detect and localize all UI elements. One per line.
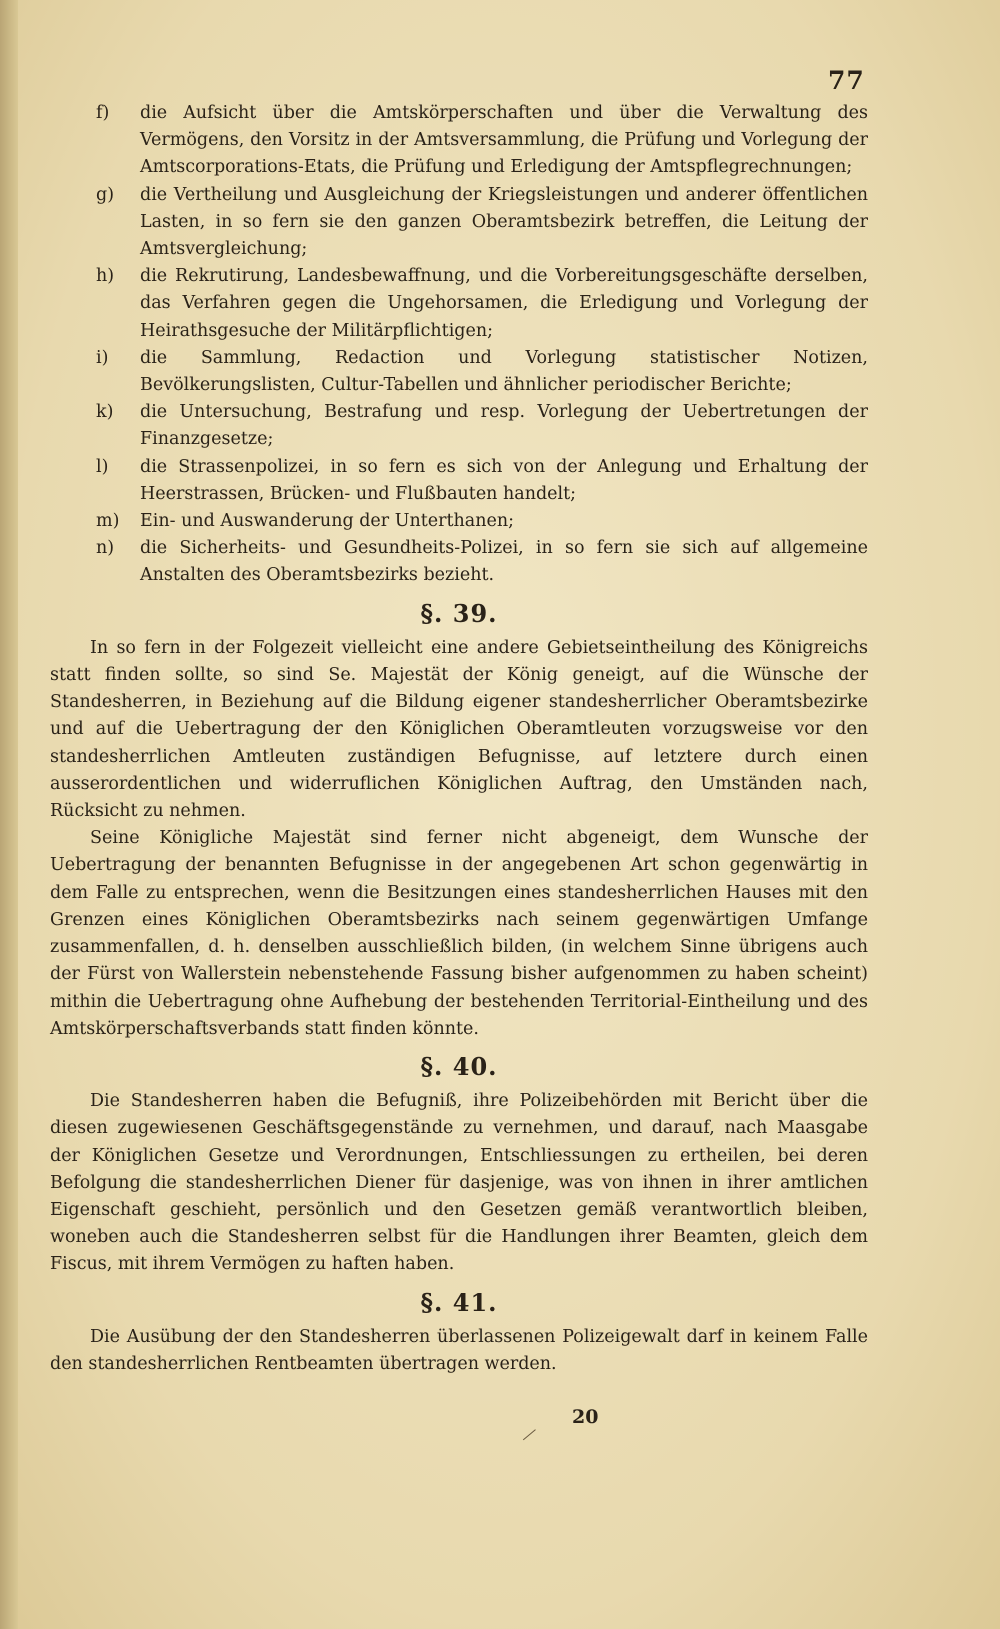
list-item-k <box>50 399 868 453</box>
list-item-text: die Sicherheits- und Gesundheits-Polizei, in so fern sie sich auf allgemeine Anstalten des Oberamtsbezirks bezieht. <box>140 538 868 586</box>
signature-mark: 20 <box>572 1406 599 1428</box>
list-item-g <box>50 182 868 264</box>
section-heading-40: §. 40. <box>420 1051 498 1081</box>
list-item-n <box>50 535 868 589</box>
list-item-i <box>50 345 868 399</box>
list-item-label: m) <box>96 511 120 532</box>
list-item-text: die Sammlung, Redaction und Vorlegung statistischer Notizen, Bevölkerungslisten, Cultur-Tabellen und ähnlicher periodischer Berichte; <box>140 347 868 396</box>
list-item-label: g) <box>96 184 115 205</box>
section-39-paragraph: In so fern in der Folgezeit vielleicht eine andere Gebietseintheilung des Königreichs statt finden sollte, so sind Se. Majestät der König geneigt, auf die Wünsche der Standesherren, in Beziehung auf die Bildung eigener standesherrlicher Oberamtsbezirke und auf die Uebertragung der den Königlichen Oberamtleuten vorzugsweise vor den standesherrlichen Amtleuten zuständigen Befugnisse, auf letztere durch einen ausserordentlichen und widerruflichen Königlichen Auftrag, den Umständen nach, Rücksicht zu nehmen. <box>50 637 868 822</box>
list-item-label: l) <box>96 456 109 477</box>
list-item-h <box>50 263 868 345</box>
list-item-text: Ein- und Auswanderung der Unterthanen; <box>140 511 515 532</box>
section-heading-41: §. 41. <box>420 1287 498 1317</box>
list-item-l <box>50 454 868 508</box>
list-item-f <box>50 100 868 182</box>
section-41-paragraph: Die Ausübung der den Standesherren überlassenen Polizeigewalt darf in keinem Falle den standesherrlichen Rentbeamten übertragen werden. <box>50 1326 868 1374</box>
section-heading-39: §. 39. <box>420 598 498 628</box>
list-item-text: die Strassenpolizei, in so fern es sich von der Anlegung und Erhaltung der Heerstrassen, Brücken- und Flußbauten handelt; <box>140 456 868 504</box>
list-item-label: k) <box>96 402 114 423</box>
binding-edge <box>0 0 18 1629</box>
list-item-label: i) <box>96 347 109 368</box>
list-item-text: die Aufsicht über die Amtskörperschaften und über die Verwaltung des Vermögens, den Vorsitz in der Amtsversammlung, die Prüfung und Vorlegung der Amtscorporations-Etats, die Prüfung und Erledigung der Amtspflegrechnungen; <box>140 103 868 178</box>
pen-stroke <box>523 1429 537 1442</box>
list-item-text: die Vertheilung und Ausgleichung der Kriegsleistungen und anderer öffentlichen Lasten, in so fern sie den ganzen Oberamtsbezirk betreffen, die Leitung der Amtsvergleichung; <box>140 184 868 260</box>
list-item-label: h) <box>96 266 115 287</box>
page-number: 77 <box>828 66 865 95</box>
page-body <box>50 100 868 1378</box>
list-item-text: die Rekrutirung, Landesbewaffnung, und die Vorbereitungsgeschäfte derselben, das Verfahren gegen die Ungehorsamen, die Erledigung und Vorlegung der Heirathsgesuche der Militärpflichtigen; <box>140 266 868 341</box>
list-item-label: f) <box>96 103 110 123</box>
list-item-label: n) <box>96 538 115 559</box>
list-item-text: die Untersuchung, Bestrafung und resp. Vorlegung der Uebertretungen der Finanzgesetze; <box>140 402 868 450</box>
list-item-m <box>50 508 868 535</box>
section-39-paragraph: Seine Königliche Majestät sind ferner nicht abgeneigt, dem Wunsche der Uebertragung der benannten Befugnisse in der angegebenen Art schon gegenwärtig in dem Falle zu entsprechen, wenn die Besitzungen eines standesherrlichen Hauses mit den Grenzen eines Königlichen Oberamtsbezirks nach seinem gegenwärtigen Umfange zusammenfallen, d. h. denselben ausschließlich bilden, (in welchem Sinne übrigens auch der Fürst von Wallerstein nebenstehende Fassung bisher aufgenommen zu haben scheint) mithin die Uebertragung ohne Aufhebung der bestehenden Territorial-Eintheilung und des Amtskörperschaftsverbands statt finden könnte. <box>50 828 868 1039</box>
section-40-paragraph: Die Standesherren haben die Befugniß, ihre Polizeibehörden mit Bericht über die diesen zugewiesenen Geschäftsgegenstände zu vernehmen, und darauf, nach Maasgabe der Königlichen Gesetze und Verordnungen, Entschliessungen zu ertheilen, bei deren Befolgung die standesherrlichen Diener für dasjenige, was von ihnen in ihrer amtlichen Eigenschaft geschieht, persönlich und den Gesetzen gemäß verantwortlich bleiben, woneben auch die Standesherren selbst für die Handlungen ihrer Beamten, gleich dem Fiscus, mit ihrem Vermögen zu haften haben. <box>50 1091 868 1275</box>
